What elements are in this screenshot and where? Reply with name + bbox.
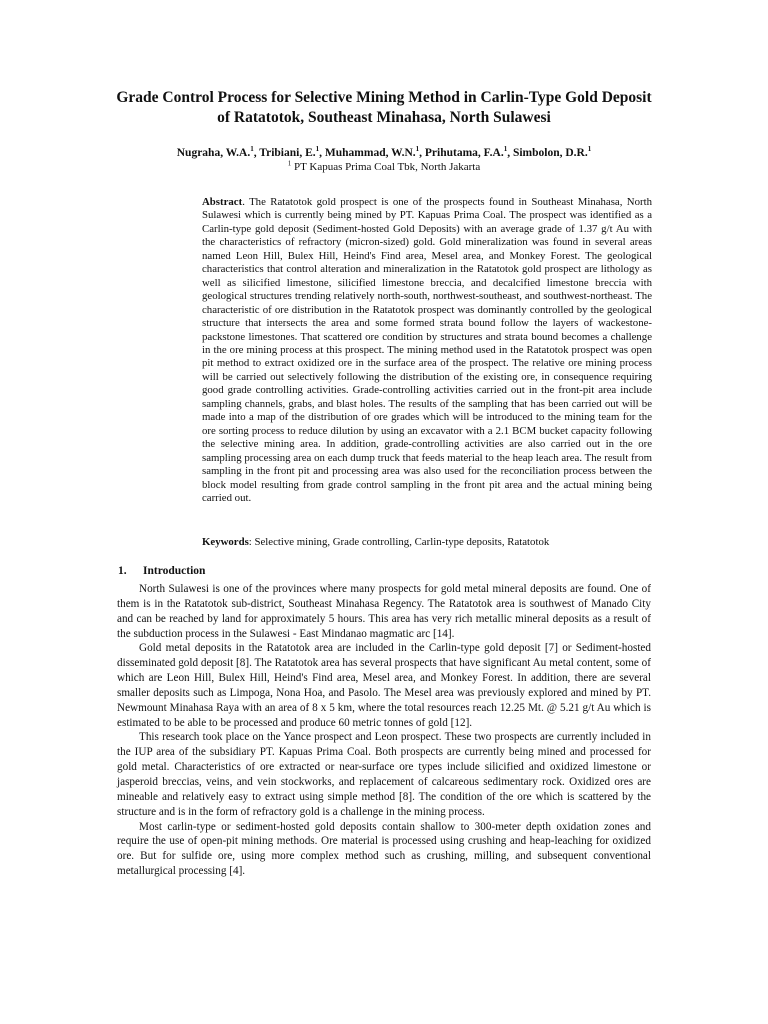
keywords-label: Keywords (202, 536, 249, 548)
abstract-label: Abstract (202, 196, 243, 208)
author: Prihutama, F.A.$^1$, (424, 145, 513, 159)
section-number: 1. (118, 565, 127, 577)
paragraph: Most carlin-type or sediment-hosted gold deposits contain shallow to 300-meter depth oxidation zones and require the use of open-pit mining methods. Ore material is processed using crushing and heap-leaching for oxidized ore. But for sulfide ore, using more complex method such as crushing, milling, and subsequent conventional metallurgical processing [4]. (117, 820, 651, 878)
paragraph: Gold metal deposits in the Ratatotok area are included in the Carlin-type gold deposit [7] or Sediment-hosted disseminated gold deposit [8]. The Ratatotok area has several prospects that have significant Au metal content, some of which are Leon Hill, Bulex Hill, Heind's Find area, Mesel area, and Monkey Forest. In addition, there are several smaller deposits such as Limpoga, Nona Hoa, and Pasolo. The Mesel area was previously explored and mined by PT. Newmount Minahasa Raya with an area of 8 x 5 km, where the total resources reach 12.25 Mt. @ 5.21 g/t Au which is estimated to be able to be processed and produce 60 metric tonnes of gold [12]. (117, 642, 651, 729)
keywords (202, 536, 652, 549)
author: Simbolon, D.R.$^1$ (512, 145, 592, 159)
abstract-text: . The Ratatotok gold prospect is one of the prospects found in Southeast Minahasa, North Sulawesi which is currently being mined by PT. Kapuas Prima Coal. The prospect was identified as a Carlin-type gold deposit (Sediment-hosted Gold Deposits) with an average grade of 1.37 g/t Au with the characteristics of refractory (micron-sized) gold. Gold mineralization was found in several areas named Leon Hill, Bulex Hill, Heind's Find area, Mesel area, and Monkey Forest. The geological characteristics that control alteration and mineralization in the Ratatotok gold prospect are lithology as well as silicified limestone, silicified limestone breccia, and decalcified limestone breccia with geological structures trending relatively north-south, northwest-southeast, and southwest-northeast. The characteristic of ore distribution in the Ratatotok prospect was dominantly controlled by the geological structure that intersects the area and some formed strata bound follow the layers of wackestone-packstone limestones. That scattered ore condition by structures and strata bound becomes a challenge in the ore mining process at this prospect. The mining method used in the Ratatotok prospect was open pit method to extract oxidized ore in the surface area of the prospect. The relative ore mining process will be carried out selectively following the distribution of the existing ore, in consequence requiring good grade controlling activities. Grade-controlling activities carried out in the front-pit area include sampling channels, grabs, and blast holes. The results of the sampling that has been carried out will be made into a map of the distribution of ore grades which will be introduced to the mining team for the ore sorting process to reduce dilution by using an excavator with a 2.1 BCM bucket capacity following the selective mining area. In addition, grade-controlling activities are also carried out in the ore sampling processing area on each dump truck that feeds material to the heap leach area. The result from sampling in the front pit and processing area was also used for the reconciliation process between the block model resulting from grade control sampling in the front pit area and the actual mining being carried out. (202, 196, 652, 504)
keywords-text: : Selective mining, Grade controlling, Carlin-type deposits, Ratatotok (248, 536, 550, 548)
author: Muhammad, W.N.$^1$, (324, 145, 425, 159)
section-heading (118, 564, 205, 578)
author: Tribiani, E.$^1$, (259, 145, 325, 159)
author-list (100, 146, 668, 160)
paragraph: North Sulawesi is one of the provinces where many prospects for gold metal mineral deposits are found. One of them is in the Ratatotok sub-district, Southeast Minahasa Regency. The Ratatotok area is southwest of Manado City and can be reached by land for approximately 5 hours. This area has very rich metallic mineral deposits as a result of the subduction process in the Sulawesi - East Mindanao magmatic arc [14]. (117, 583, 651, 640)
author: Nugraha, W.A.$^1$, (176, 145, 260, 159)
paper-title: Grade Control Process for Selective Mining Method in Carlin-Type Gold Deposit of Ratatotok, Southeast Minahasa, North Sulawesi (116, 89, 652, 126)
abstract (202, 196, 652, 505)
paragraph: This research took place on the Yance prospect and Leon prospect. These two prospects are currently included in the IUP area of the subsidiary PT. Kapuas Prima Coal. Both prospects are currently being mined and processed for gold metal. Characteristics of ore extracted or near-surface ore types include silicified and oxidized limestone or jasperoid breccias, veins, and vein stockworks, and replacement of calcareous sedimentary rock. Oxidized ores are mineable and relatively easy to extract using simple method [8]. The condition of the ore which is scattered by the structure and is in the form of refractory gold is a challenge in the mining process. (117, 731, 651, 818)
section-title: Introduction (143, 565, 206, 577)
affiliation: $^1$ PT Kapuas Prima Coal Tbk, North Jakarta (287, 159, 481, 173)
section-body (117, 582, 651, 879)
